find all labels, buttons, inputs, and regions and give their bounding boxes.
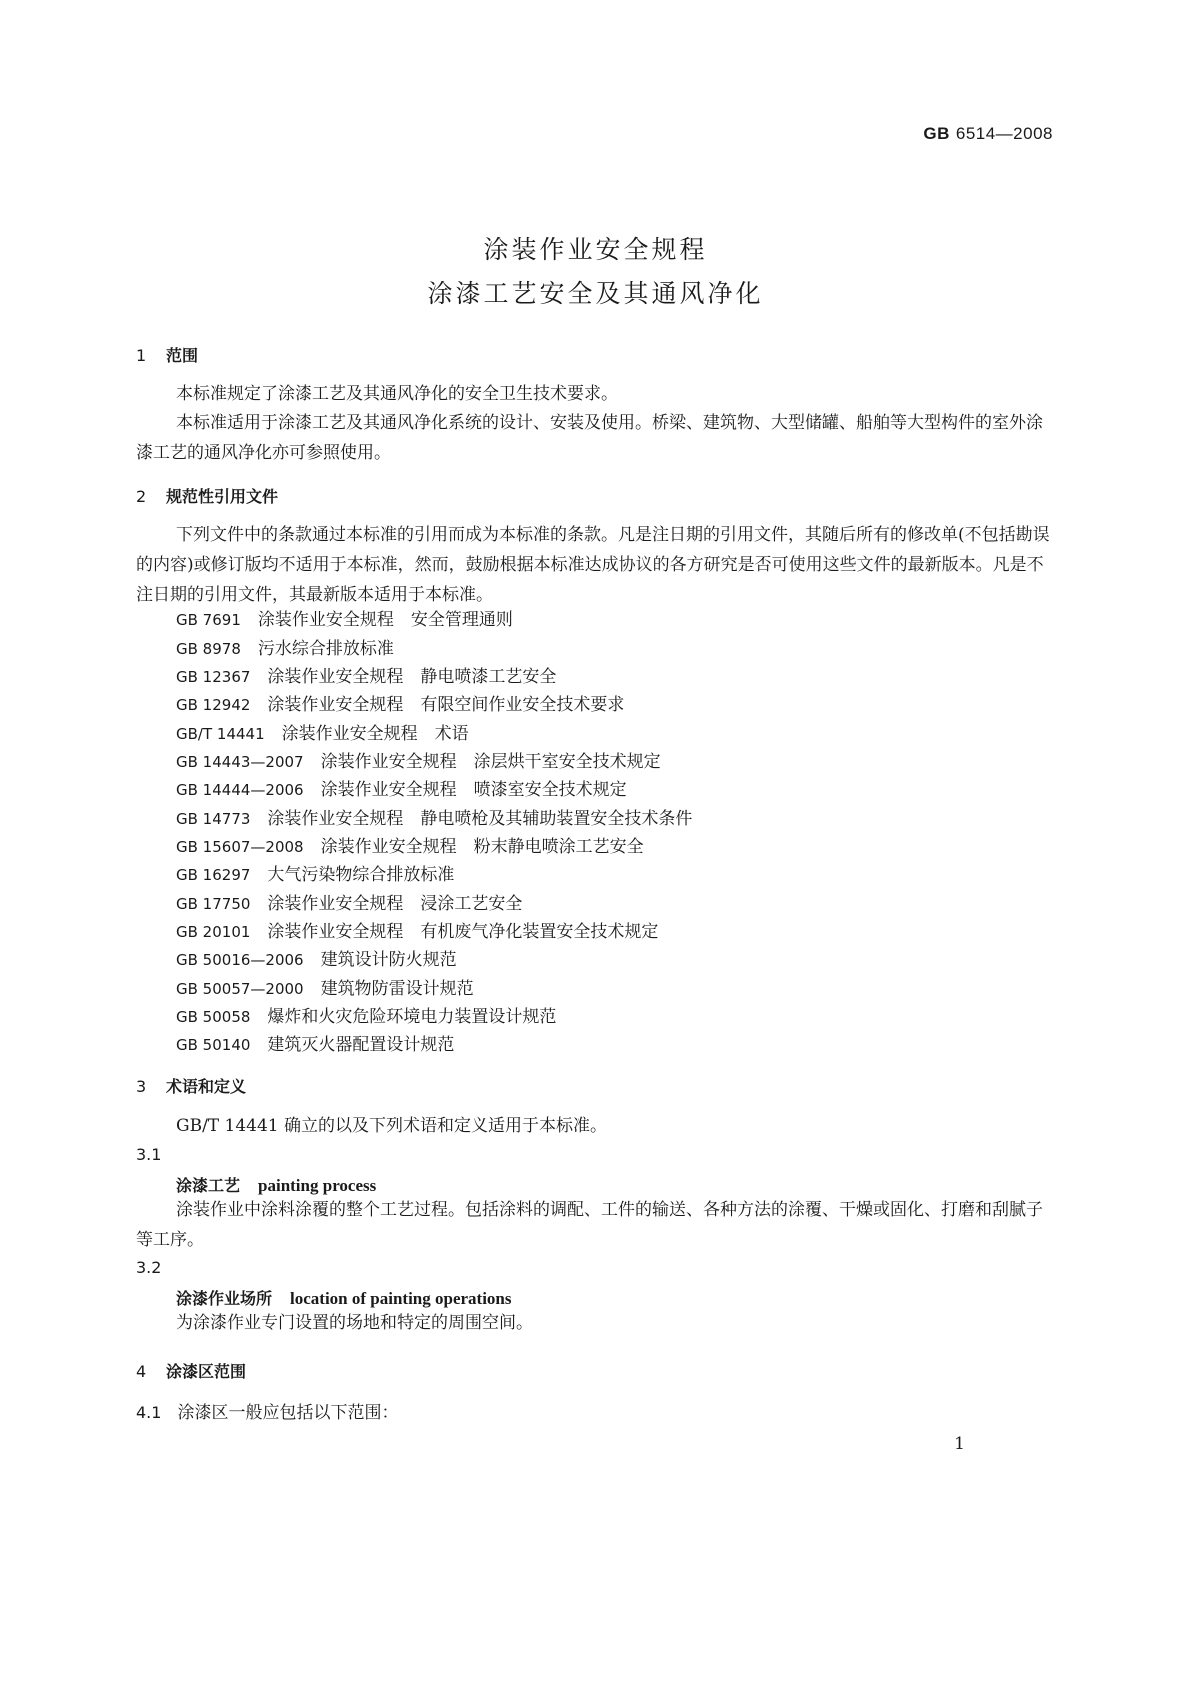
reference-item — [176, 690, 624, 715]
section-title: 范围 — [166, 346, 199, 365]
reference-item — [176, 775, 627, 800]
term-definition: 涂装作业中涂料涂覆的整个工艺过程。包括涂料的调配、工件的输送、各种方法的涂覆、干燥或固化、打磨和刮腻子等工序。 — [136, 1200, 1043, 1250]
reference-code: GB/T 14441 — [176, 725, 265, 743]
reference-item — [176, 804, 692, 829]
reference-code: GB 14444—2006 — [176, 781, 304, 799]
section-heading-terms — [136, 1074, 246, 1097]
reference-title: 涂装作业安全规程 静电喷枪及其辅助装置安全技术条件 — [267, 809, 693, 829]
reference-item — [176, 662, 556, 687]
document-title: 涂装作业安全规程 — [483, 235, 708, 264]
paragraph: 下列文件中的条款通过本标准的引用而成为本标准的条款。凡是注日期的引用文件，其随后所有的修改单(不包括勘误的内容)或修订版均不适用于本标准，然而，鼓励根据本标准达成协议的各方研究是否可使用这些文件的最新版本。凡是不注日期的引用文件，其最新版本适用于本标准。 — [136, 525, 1050, 605]
term-entry — [176, 1286, 512, 1309]
section-heading-normative-references — [136, 484, 278, 507]
reference-title: 涂装作业安全规程 有机废气净化装置安全技术规定 — [267, 922, 659, 942]
reference-title: 涂装作业安全规程 浸涂工艺安全 — [267, 894, 523, 914]
paragraph: 本标准适用于涂漆工艺及其通风净化系统的设计、安装及使用。桥梁、建筑物、大型储罐、船舶等大型构件的室外涂漆工艺的通风净化亦可参照使用。 — [136, 413, 1043, 463]
reference-code: GB 8978 — [176, 640, 241, 658]
reference-item — [176, 860, 454, 885]
section-heading-scope — [136, 343, 198, 366]
reference-code: GB 20101 — [176, 923, 251, 941]
reference-title: 涂装作业安全规程 涂层烘干室安全技术规定 — [320, 752, 661, 772]
reference-code: GB 14443—2007 — [176, 753, 304, 771]
reference-title: 建筑设计防火规范 — [320, 950, 457, 970]
term-en: location of painting operations — [290, 1289, 512, 1308]
clause-number: 4.1 — [136, 1403, 162, 1422]
reference-item — [176, 945, 457, 970]
standard-prefix: GB — [923, 124, 950, 143]
reference-code: GB 14773 — [176, 810, 251, 828]
section-number: 3 — [136, 1077, 147, 1096]
reference-code: GB 15607—2008 — [176, 838, 304, 856]
clause-4-1 — [136, 1398, 398, 1423]
reference-title: 涂装作业安全规程 粉末静电喷涂工艺安全 — [320, 837, 644, 857]
term-en: painting process — [258, 1176, 377, 1195]
term-definition: 为涂漆作业专门设置的场地和特定的周围空间。 — [176, 1313, 533, 1333]
reference-title: 污水综合排放标准 — [257, 639, 394, 659]
reference-code: GB 50057—2000 — [176, 980, 304, 998]
reference-title: 涂装作业安全规程 术语 — [281, 724, 469, 744]
reference-code: GB 50140 — [176, 1036, 251, 1054]
reference-item — [176, 832, 644, 857]
standard-number — [923, 124, 1053, 144]
reference-item — [176, 719, 469, 744]
page-number: 1 — [954, 1434, 965, 1454]
section-number: 2 — [136, 487, 147, 506]
reference-item — [176, 1002, 556, 1027]
term-number: 3.1 — [136, 1145, 162, 1164]
section-number: 1 — [136, 346, 147, 365]
reference-code: GB 7691 — [176, 611, 241, 629]
reference-item — [176, 605, 513, 630]
reference-title: 建筑物防雷设计规范 — [320, 979, 474, 999]
reference-item — [176, 974, 474, 999]
reference-code: GB 50016—2006 — [176, 951, 304, 969]
standard-code: 6514—2008 — [955, 124, 1053, 143]
reference-item — [176, 1030, 454, 1055]
reference-title: 涂装作业安全规程 喷漆室安全技术规定 — [320, 780, 627, 800]
reference-title: 大气污染物综合排放标准 — [267, 865, 455, 885]
reference-title: 涂装作业安全规程 有限空间作业安全技术要求 — [267, 695, 625, 715]
clause-text: 涂漆区一般应包括以下范围： — [177, 1403, 399, 1423]
term-entry — [176, 1173, 376, 1196]
term-cn: 涂漆作业场所 — [176, 1289, 273, 1308]
reference-code: GB 17750 — [176, 895, 251, 913]
section-title: 规范性引用文件 — [166, 487, 279, 506]
section-number: 4 — [136, 1362, 147, 1381]
document-subtitle: 涂漆工艺安全及其通风净化 — [427, 279, 764, 308]
reference-title: 涂装作业安全规程 静电喷漆工艺安全 — [267, 667, 557, 687]
reference-title: 涂装作业安全规程 安全管理通则 — [257, 610, 513, 630]
term-cn: 涂漆工艺 — [176, 1176, 241, 1195]
reference-code: GB 16297 — [176, 866, 251, 884]
reference-code: GB 12367 — [176, 668, 251, 686]
section-title: 术语和定义 — [166, 1077, 247, 1096]
paragraph: 本标准规定了涂漆工艺及其通风净化的安全卫生技术要求。 — [176, 384, 618, 404]
reference-item — [176, 747, 661, 772]
reference-code: GB 12942 — [176, 696, 251, 714]
reference-item — [176, 917, 658, 942]
reference-item — [176, 634, 394, 659]
reference-code: GB 50058 — [176, 1008, 251, 1026]
reference-item — [176, 889, 522, 914]
term-number: 3.2 — [136, 1258, 162, 1277]
reference-title: 建筑灭火器配置设计规范 — [267, 1035, 455, 1055]
reference-title: 爆炸和火灾危险环境电力装置设计规范 — [267, 1007, 557, 1027]
section-title: 涂漆区范围 — [166, 1362, 247, 1381]
section-heading-painting-area — [136, 1359, 246, 1382]
paragraph: GB/T 14441 确立的以及下列术语和定义适用于本标准。 — [176, 1116, 608, 1136]
